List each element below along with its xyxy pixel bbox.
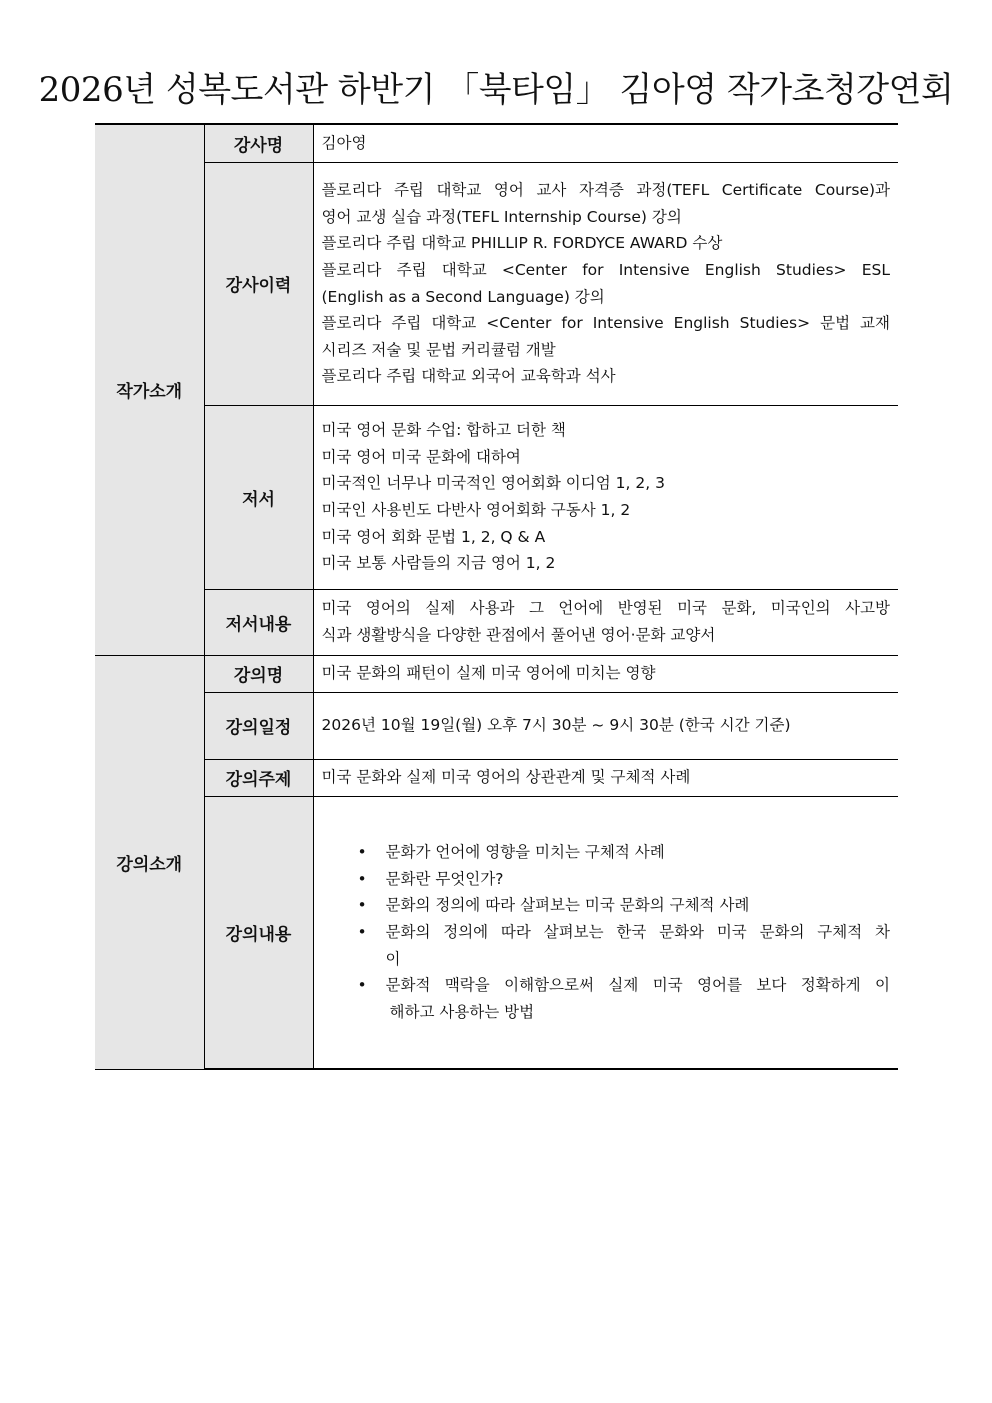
value-career — [313, 162, 898, 405]
row-instructor-name — [95, 124, 898, 162]
program-table — [95, 123, 898, 1070]
list-item: • 문화가 언어에 영향을 미치는 구체적 사례 — [358, 839, 891, 866]
list-item: • 문화란 무엇인가? — [358, 866, 891, 893]
section-lecture-intro: 강의소개 — [95, 655, 204, 1069]
book-title: 미국 보통 사람들의 지금 영어 1, 2 — [321, 554, 556, 573]
row-lecture-topic — [95, 759, 898, 796]
value-lecture-schedule: 2026년 10월 19일(월) 오후 7시 30분 ~ 9시 30분 (한국 시간 기준) — [313, 692, 898, 759]
label-lecture-title: 강의명 — [204, 655, 313, 692]
career-line: 플로리다 주립 대학교 <Center for Intensive English Studies> ESL — [321, 260, 890, 279]
label-career: 강사이력 — [204, 162, 313, 405]
book-title: 미국인 사용빈도 다반사 영어회화 구동사 1, 2 — [321, 501, 631, 519]
value-lecture-title: 미국 문화의 패턴이 실제 미국 영어에 미치는 영향 — [313, 655, 898, 692]
row-book-content — [95, 589, 898, 655]
value-book-content — [313, 589, 898, 655]
value-books — [313, 405, 898, 589]
career-line: 플로리다 주립 대학교 <Center for Intensive English Studies> 문법 교재 — [321, 314, 890, 333]
value-lecture-topic: 미국 문화와 실제 미국 영어의 상관관계 및 구체적 사례 — [313, 759, 898, 796]
section-author-intro: 작가소개 — [95, 124, 204, 655]
value-lecture-content — [313, 796, 898, 1069]
career-line: 플로리다 주립 대학교 PHILLIP R. FORDYCE AWARD 수상 — [321, 234, 723, 253]
label-book-content: 저서내용 — [204, 589, 313, 655]
career-line: 영어 교생 실습 과정(TEFL Internship Course) 강의 — [321, 207, 682, 226]
career-line: 시리즈 저술 및 문법 커리큘럼 개발 — [321, 340, 556, 359]
row-lecture-schedule — [95, 692, 898, 759]
book-content-line: 식과 생활방식을 다양한 관점에서 풀어낸 영어·문화 교양서 — [321, 626, 716, 644]
label-books: 저서 — [204, 405, 313, 589]
label-instructor-name: 강사명 — [204, 124, 313, 162]
value-instructor-name: 김아영 — [313, 124, 898, 162]
career-line: 플로리다 주립 대학교 영어 교사 자격증 과정(TEFL Certificate Course)과 — [321, 181, 890, 200]
row-career — [95, 162, 898, 405]
lecture-content-list — [322, 839, 891, 1025]
book-title: 미국 영어 미국 문화에 대하여 — [321, 447, 521, 466]
list-item: • 문화의 정의에 따라 살펴보는 미국 문화의 구체적 사례 — [358, 892, 891, 919]
row-books — [95, 405, 898, 589]
career-line: (English as a Second Language) 강의 — [321, 287, 605, 306]
list-item: • 문화적 맥락을 이해함으로써 실제 미국 영어를 보다 정확하게 이 해하고 사용하는 방법 — [358, 972, 891, 1025]
label-lecture-content: 강의내용 — [204, 796, 313, 1069]
row-lecture-content — [95, 796, 898, 1069]
label-lecture-schedule: 강의일정 — [204, 692, 313, 759]
book-title: 미국 영어 회화 문법 1, 2, Q & A — [321, 527, 546, 546]
book-content-line: 미국 영어의 실제 사용과 그 언어에 반영된 미국 문화, 미국인의 사고방 — [321, 599, 890, 618]
book-title: 미국 영어 문화 수업: 합하고 더한 책 — [321, 421, 566, 440]
page-title: 2026년 성복도서관 하반기 「북타임」 김아영 작가초청강연회 — [38, 70, 954, 110]
career-line: 플로리다 주립 대학교 외국어 교육학과 석사 — [321, 367, 616, 386]
list-item: • 문화의 정의에 따라 살펴보는 한국 문화와 미국 문화의 구체적 차 이 — [358, 919, 891, 972]
label-lecture-topic: 강의주제 — [204, 759, 313, 796]
row-lecture-title — [95, 655, 898, 692]
book-title: 미국적인 너무나 미국적인 영어회화 이디엄 1, 2, 3 — [321, 474, 665, 493]
